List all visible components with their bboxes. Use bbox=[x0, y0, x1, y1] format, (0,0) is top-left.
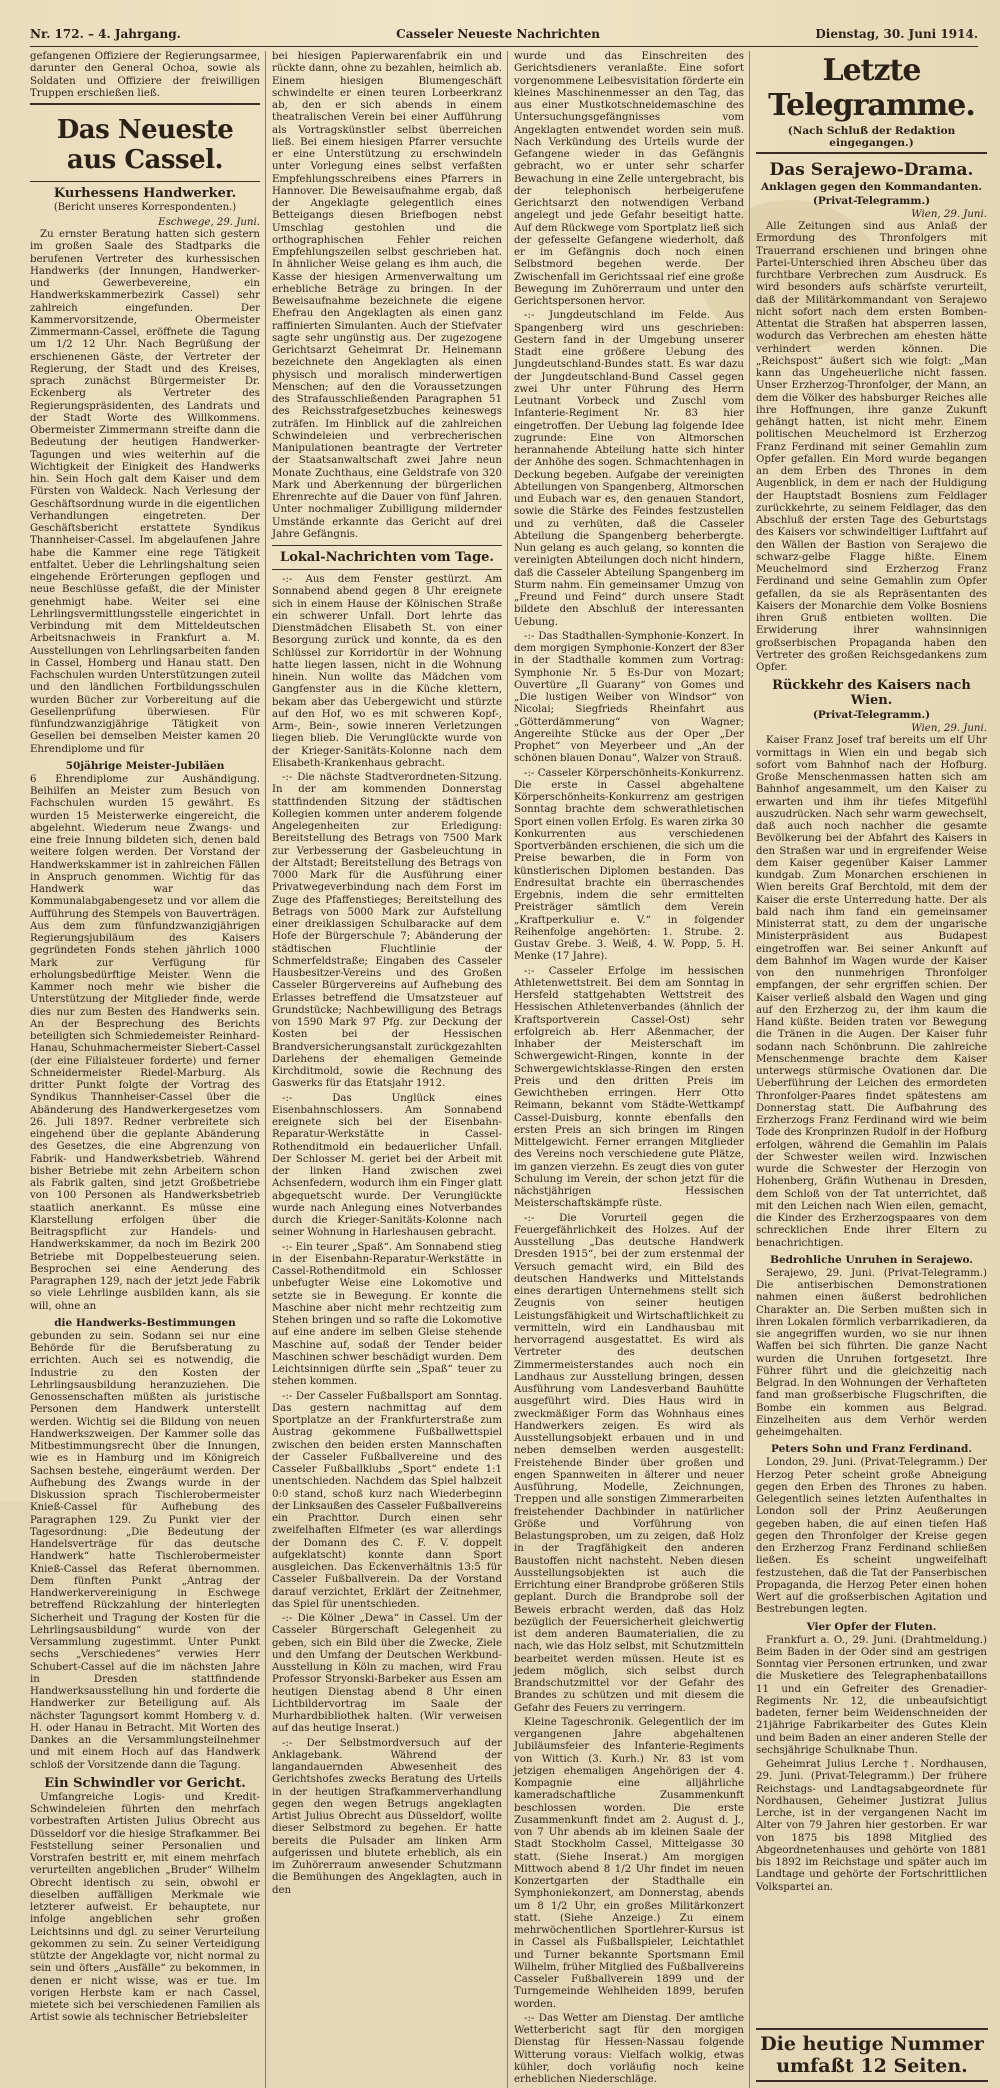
article-subtitle: (Bericht unseres Korrespondenten.) bbox=[53, 202, 237, 213]
news-item: -:- Das Wetter am Dienstag. Der amtliche Wetterbericht sagt für den morgigen Dienstag für Hessen-Nassau folgende Witterung voraus: Vielfach wolkig, etwas kühler, doch vorläufig noch keine erheblichen Niederschläge. bbox=[514, 2012, 744, 2085]
news-item: -:- Die Vorurteil gegen die Feuergefährlichkeit des Holzes. Auf der Ausstellung „Das deutsche Handwerk Dresden 1915“, bei der zum erstenmal der Versuch gemacht wird, ein Bild des deutschen Handwerks und Mittelstands eines derartigen Unternehmens stellt sich Zeugnis von seiner heutigen Leistungsfähigkeit und Wirtschaftlichkeit zu vermitteln, wird ein Landhausbau mit hervorragend ausgestattet. Es wird als Vertreter des deutschen Zimmermeisterstandes auch noch ein Landhaus zur Ausstellung bringen, dessen Ausführung vom Landesverband Bauhütte ausgeführt wird. Dies Haus wird in zweckmäßiger Form das Wohnhaus eines Handwerkers zeigen. Es wird als Ausstellungsobjekt erbauen und in und neben demselben werden ausgestellt: Freistehende Binder über großen und engen Spannweiten in älterer und neuer Ausführung, Modelle, Zeichnungen, Treppen und alle sonstigen Zimmerarbeiten freistehender Dachbinder in natürlicher Größe und Vorführung von Belastungsproben, um zu zeigen, daß Holz in der Tragfähigkeit den anderen Baustoffen nicht nachsteht. Neben diesen Ausstellungsobjekten ist auch die Errichtung einer Brandprobe größeren Stils geplant. Durch die Brandprobe soll der Beweis erbracht werden, daß das Holz bezüglich der Feuersicherheit gleichwertig ist dem anderen Baumaterialien, die zu nach, wie das Holz selbst, mit Schutzmitteln bearbeitet werden müssen. Heute ist es jedem möglich, sich selbst durch Brandschutzmittel vor der Gefahr des Brandes zu schützen und mit diesem die Gefahr des Feuers zu verringern. bbox=[514, 1212, 744, 1714]
divider bbox=[272, 569, 502, 570]
news-item: -:- Die Kölner „Dewa“ in Cassel. Um der Casseler Bürgerschaft Gelegenheit zu geben, sich ein Bild über die Zwecke, Ziele und den Umfang der Deutschen Werkbund-Ausstellung in Köln zu machen, wird Frau Professor Stryonski-Barbeker aus Essen am heutigen Dienstag abend 8 Uhr einen Lichtbildervortrag im Saale der Murhardbibliothek halten. (Wir verweisen auf das heutige Inserat.) bbox=[272, 1613, 502, 1735]
news-item: -:- Die nächste Stadtverordneten-Sitzung. In der am kommenden Donnerstag stattfindenden Sitzung der städtischen Kollegien kommen unter anderem folgende Angelegenheiten zur Erledigung: Bereitstellung des Betrags von 7500 Mark zur Verbesserung der Gasbeleuchtung in der Altstadt; Bereitstellung des Betrags von 7000 Mark für die Ausführung einer Privatwegeverbindung nach dem Forst im Zuge des Pfaffenstieges; Bereitstellung des Betrags von 5000 Mark zur Aufstellung einer dreiklassigen Schulbaracke auf dem Hofe der Bürgerschule 7; Abänderung der städtischen Fluchtlinie der Schmerfeldstraße; Eingaben des Casseler Hausbesitzer-Vereins und des Großen Casseler Bürgervereins auf Aufhebung des Erlasses betreffend die Umsatzsteuer auf Grundstücke; Nachbewilligung des Betrags von 1590 Mark 97 Pfg. zur Deckung der Kosten bei der Hessischen Brandversicherungsanstalt zurückgezahlten Darlehens der ehemaligen Gemeinde Kirchditmold, sowie die Rechnung des Gaswerks für das Etatsjahr 1912. bbox=[272, 772, 502, 1090]
inline-heading: 50jährige Meister-Jubiläen bbox=[65, 759, 225, 772]
intro-paragraph: gefangenen Offiziere der Regierungsarmee, darunter den General Ochoa, sowie als Soldaten und Offiziere der freiwilligen Truppen erschießen ließ. bbox=[30, 51, 260, 99]
column-4 bbox=[756, 51, 992, 2088]
inline-heading: Peters Sohn und Franz Ferdinand. bbox=[770, 1443, 973, 1456]
news-item: -:- Casseler Körperschönheits-Konkurrenz. Die erste in Cassel abgehaltene Körperschönheits-Konkurrenz am gestrigen Sonntag brachte dem schwerathletischen Sport einen vollen Erfolg. Es waren zirka 30 Konkurrenten aus verschiedenen Sportverbänden erschienen, die sich um die Preise bewarben, die in Form von künstlerischen Diplomen bestanden. Das Endresultat brachte ein überraschendes Ergebnis, indem die sehr ermittelten Preisträger sämtlich dem Verein „Kraftperkuliur e. V.“ in folgender Reihenfolge angehörten: 1. Strube. 2. Gustav Grebe. 3. Weiß, 4. W. Popp, 5. H. Menke (17 Jahre). bbox=[514, 767, 744, 963]
news-item: Kleine Tageschronik. Gelegentlich der im vergangenen Jahre abgehaltenen Jubiläumsfeier des Infanterie-Regiments von Wittich (3. Kurh.) Nr. 83 ist vom jetzigen ehemaligen Angehörigen der 4. Kompagnie eine alljährliche kameradschaftliche Zusammenkunft beschlossen worden. Die erste Zusammenkunft findet am 2. August d. J., von 7 Uhr abends ab im kleinen Saale der Stadt Stockholm Cassel, Mittelgasse 30 statt. (Siehe Inserat.) Am morgigen Mittwoch abend 8 1/2 Uhr findet im neuen Konzertgarten der Stadthalle ein Symphoniekonzert, am Donnerstag, abends um 8 1/2 Uhr, ein großes Militärkonzert statt. (Siehe Anzeige.) Zu einem mehrwöchentlichen Sportlehrer-Kursus ist in Cassel als Fußballspieler, Leichtathlet und Turner bekannte Sportsmann Emil Wilhelm, früher Mitglied des Fußballvereins Casseler Fußballverein 1899 und der Turngemeinde Wehlheiden 1899, berufen worden. bbox=[514, 1716, 744, 2010]
section-title-cassel: Das Neueste aus Cassel. bbox=[56, 115, 234, 175]
divider bbox=[272, 545, 502, 546]
article-title-rueckkehr: Rückkehr des Kaisers nach Wien. bbox=[772, 678, 971, 709]
issue-date: Dienstag, 30. Juni 1914. bbox=[815, 27, 978, 41]
page-count-notice: Die heutige Nummer umfaßt 12 Seiten. bbox=[756, 2028, 988, 2082]
article-title-schwindler: Ein Schwindler vor Gericht. bbox=[44, 1775, 246, 1791]
dateline: Eschwege, 29. Juni. bbox=[158, 217, 260, 228]
column-3 bbox=[514, 51, 750, 2088]
columns bbox=[30, 51, 987, 2085]
running-head bbox=[30, 26, 978, 47]
section-subtitle: (Nach Schluß der Redaktion eingegangen.) bbox=[787, 125, 956, 149]
article-paragraph: Zu ernster Beratung hatten sich gestern im großen Saale des Stadtparks die berufenen Vertreter des kurhessischen Handwerks (der Innungen, Handwerker- und Gewerbevereine, ein Handwerkskammerbezirk Cassel) sehr zahlreich eingefunden. Der Kammervorsitzende, Obermeister Zimmermann-Cassel, eröffnete die Tagung um 1/2 12 Uhr. Nach Begrüßung der erschienenen Gäste, der Vertreter der Regierung, der Stadt und des Kreises, sprach zunächst Bürgermeister Dr. Eckenberg als Vertreter des Regierungspräsidenten, des Landrats und der Stadt Worte des Willkommens. Obermeister Zimmermann streifte dann die Bedeutung der heutigen Handwerker-Tagungen und wies weiterhin auf die Wichtigkeit der Einigkeit des Handwerks hin. Sein Hoch galt dem Kaiser und dem Fürsten von Waldeck. Nach Verlesung der Geschäftsordnung wurde in die eigentlichen Verhandlungen eingetreten. Der Geschäftsbericht erstattete Syndikus Thannheiser-Cassel. Im abgelaufenen Jahre habe die Kammer eine rege Tätigkeit entfaltet. Ueber die Lehrlingshaltung seien eingehende Erörterungen gepflogen und neue Beschlüsse gefaßt, die der Minister genehmigt habe. Weiter sei eine Lehrlingsvermittlungsstelle eingerichtet in Verbindung mit dem Mitteldeutschen Arbeitsnachweis in Frankfurt a. M. Ausstellungen von Lehrlingsarbeiten fanden in Cassel, Homberg und Hanau statt. Den Fachschulen wurden Unterstützungen zuteil und den ländlichen Fortbildungsschulen wurden Bücher zur Vorbereitung auf die Gesellenprüfung überwiesen. Für fünfundzwanzigjährige Tätigkeit von Gesellen bei demselben Meister kamen 20 Ehrendiplome und für bbox=[30, 229, 260, 755]
section-title-telegramme: Letzte Telegramme. bbox=[768, 53, 975, 123]
telegram-paragraph: Frankfurt a. O., 29. Juni. (Drahtmeldung.) Beim Baden in der Oder sind am gestrigen Sonntag vier Personen ertrunken, und zwar die Musketiere des Telegraphenbataillons 11 und ein Gefreiter des Grenadier-Regiments Nr. 12, die unbeaufsichtigt badeten, ferner beim Weidenschneiden der 21jährige Fabrikarbeiter des Gutes Klein und beim Baden an einer anderen Stelle der sechsjährige Schulknabe Thun. bbox=[756, 1634, 987, 1756]
article-paragraph: Umfangreiche Logis- und Kredit-Schwindeleien führten den mehrfach vorbestraften Artisten Julius Obrecht aus Düsseldorf vor die hiesige Strafkammer. Bei Feststellung seiner Personalien und Vorstrafen bestritt er, mit einem mehrfach verurteilten angeblichen „Bruder“ Wilhelm Obrecht identisch zu sein, obwohl er dieselben auffälligen Merkmale wie letzterer aufweist. Er behauptete, nur infolge angeblichen sehr großen Leichtsinns und dgl. zu seiner Verurteilung gekommen zu sein. Zu seiner Verteidigung stützte der Angeklagte vor, nicht normal zu sein und öfters „Ausfälle“ zu bekommen, in denen er nicht wisse, was er tue. Im vorigen Herbste kam er nach Cassel, mietete sich bei verschiedenen Familien als Artist sowie als technischer Betriebsleiter bbox=[30, 1791, 260, 2024]
dateline: Wien, 29. Juni. bbox=[911, 209, 987, 220]
divider bbox=[30, 103, 260, 105]
divider bbox=[756, 152, 987, 154]
news-item: -:- Ein teurer „Spaß“. Am Sonnabend stieg in der Eisenbahn-Reparatur-Werkstätte in Cassel-Rothenditmold ein Schlosser unbefugter Weise eine Lokomotive und setzte sie in Bewegung. Er konnte die Maschine aber nicht mehr rechtzeitig zum Stehen bringen und so rafte die Lokomotive auf eine andere im selben Gleise stehende Maschine auf, sodaß der Tender beider Maschinen schwer beschädigt wurden. Dem Leichtsinnigen dürfte sein „Spaß“ teuer zu stehen kommen. bbox=[272, 1241, 502, 1388]
divider bbox=[30, 181, 260, 182]
issue-number: Nr. 172. – 4. Jahrgang. bbox=[30, 27, 181, 41]
inline-heading: Vier Opfer der Fluten. bbox=[806, 1620, 937, 1633]
telegram-paragraph: Geheimrat Julius Lerche †. Nordhausen, 29. Juni. (Privat-Telegramm.) Der frühere Reichstags- und Landtagsabgeordnete für Nordhausen, Geheimer Justizrat Julius Lerche, ist in der vergangenen Nacht im Alter von 79 Jahren hier gestorben. Er war von 1875 bis 1898 Mitglied des Abgeordnetenhauses und gehörte von 1881 bis 1892 im Reichstage und später auch im Landtage und gehörte der Fortschrittlichen Volkspartei an. bbox=[756, 1759, 987, 1893]
news-item: -:- Aus dem Fenster gestürzt. Am Sonnabend abend gegen 8 Uhr ereignete sich in einem Hause der Kölnischen Straße ein schwerer Unfall. Dort lehrte das Dienstmädchen Elisabeth St. von einer Besorgung zurück und konnte, da es den Schlüssel zur Korridortür in der Wohnung hatte liegen lassen, nicht in die Wohnung hinein. Nun wollte das Mädchen vom Gangfenster aus in die Küche klettern, bekam aber das Uebergewicht und stürzte auf den Hof, wo es mit schweren Kopf-, Arm-, Bein-, sowie inneren Verletzungen liegen blieb. Die Verunglückte wurde von der Krieger-Sanitäts-Kolonne nach dem Elisabeth-Krankenhaus gebracht. bbox=[272, 574, 502, 769]
telegram-paragraph: Serajewo, 29. Juni. (Privat-Telegramm.) Die antiserbischen Demonstrationen nahmen einen äußerst bedrohlichen Charakter an. Die Serben mußten sich in ihren Lokalen förmlich verbarrikadieren, da sie angegriffen wurden, wo sie nur ihnen Waffen bei sich führten. Die ganze Nacht wurden die Unruhen fortgesetzt. Ihre Führer führt und die gleichzeitig nach Belgrad. In den Wohnungen der Verhafteten fand man großserbische Flugschriften, die Bombe ein kommen aus Belgrad. Einzelheiten aus dem Verhör werden geheimgehalten. bbox=[756, 1267, 987, 1438]
news-item: -:- Der Casseler Fußballsport am Sonntag. Das gestern nachmittag auf dem Sportplatze an der Frankfurterstraße zum Austrag gekommene Fußballwettspiel zwischen den beiden ersten Mannschaften der Casseler Fußballvereine und des Casseler Fußballklubs „Sport“ endete 1:1 unentschieden. Nachdem das Spiel halbzeit 0:0 stand, schoß kurz nach Wiederbeginn der Linksaußen des Casseler Fußballvereins ein Prachttor. Durch einen sehr zweifelhaften Elfmeter (es war allerdings der Domann des C. F. V. doppelt aufgeklatscht) konnte dann Sport ausgleichen. Das Eckenverhältnis 13:5 für Casseler Fußballverein. Da der Vorstand darauf verzichtet, Erklärt der Zeitnehmer, das Spiel für unentschieden. bbox=[272, 1390, 502, 1610]
column-1 bbox=[30, 51, 266, 2088]
inline-heading: Bedrohliche Unruhen in Serajewo. bbox=[770, 1253, 973, 1266]
section-title-lokal: Lokal-Nachrichten vom Tage. bbox=[280, 550, 494, 565]
telegram-paragraph: Kaiser Franz Josef traf bereits um elf Uhr vormittags in Wien ein und begab sich sofort vom Bahnhof nach der Hofburg. Große Menschenmassen hatten sich am Bahnhof angesammelt, um den Kaiser zu erwarten und ihm ihr tiefes Mitgefühl auszudrücken. Nach sehr warm gewechselt, daß auch noch nachher die gesamte Bevölkerung bei der Abfahrt des Kaisers in den Straßen war und in ergreifender Weise dem Kaiser gegenüber Kaiser Lammer kundgab. Zum Monarchen erschienen in Wien bereits Graf Berchtold, mit dem der Kaiser die erste Unterredung hatte. Der als bald nach ihm fand ein gemeinsamer Ministerrat statt, zu dem der ungarische Ministerpräsident aus Budapest eingetroffen war. Bei seiner Ankunft auf dem Bahnhof im Wagen wurde der Kaiser von den nunmehrigen Thronfolger empfangen, der sehr ergriffen schien. Der Kaiser verließ alsbald den Wagen und ging auf den Erzherzog zu, der ihm kaum die Hand küßte. Beiden traten vor Bewegung die Tränen in die Augen. Der Kaiser fuhr sodann nach Schönbrunn. Die zahlreiche Menschenmenge brachte dem Kaiser unterwegs stürmische Ovationen dar. Die Ueberführung der Leichen des ermordeten Thronfolger-Paares findet spätestens am Donnerstag statt. Die Aufbahrung des Erzherzogs Franz Ferdinand wird wie beim Tode des Kronprinzen Rudolf in der Hofburg erfolgen, während die Gemahlin im Palais der Schwester weilen wird. Inzwischen wurde die Schwester der Herzogin von Hohenberg, Gräfin Wuthenau in Dresden, dem Schloß von der Tat unterrichtet, daß mit den Leichen nach Wien eilen, gemacht, die Kinder des Erzherzogspaares von dem schrecklichen Ende ihrer Eltern zu benachrichtigen. bbox=[756, 735, 987, 1249]
news-item: -:- Das Unglück eines Eisenbahnschlossers. Am Sonnabend ereignete sich bei der Eisenbahn-Reparatur-Werkstätte in Cassel-Rothenditmold ein bedauerlicher Unfall. Der Schlosser M. geriet bei der Arbeit mit der linken Hand zwischen zwei Achsenfedern, wodurch ihm ein Finger glatt abgequetscht wurde. Der Verunglückte wurde nach Anlegung eines Notverbandes durch die Krieger-Sanitäts-Kolonne nach seiner Wohnung in Harleshausen gebracht. bbox=[272, 1092, 502, 1239]
column-2 bbox=[272, 51, 508, 2088]
article-paragraph: bei hiesigen Papierwarenfabrik ein und rückte dann, ohne zu bezahlen, heimlich ab. Einem hiesigen Blumengeschäft schwindelte er einen teuren Lorbeerkranz ab, den er sich abends in einem theatralischen Verein bei einer Aufführung als Vortragskünstler selbst überreichen ließ. Bei einem hiesigen Pfarrer versuchte er eine Unterstützung zu erschwindeln unter Vorlegung eines selbst verfaßten Empfehlungsschreibens eines Pfarrers in Hannover. Die Beweisaufnahme ergab, daß der Angeklagte gelegentlich eines Betteigangs diesen Briefbogen nebst Umschlag gestohlen und die orthographischen Fehler reichen Empfehlungszeilen selbst geschrieben hat. In ähnlicher Weise gelang es ihm auch, die Kasse der hiesigen Armenverwaltung um erhebliche Beträge zu bringen. In der Beweisaufnahme bezeichnete die eigene Ehefrau den Angeklagten als einen ganz raffinierten Simulanten. Auch der Stiefvater sagte sehr ungünstig aus. Der zugezogene Gerichtsarzt Geheimrat Dr. Heinemann bezeichnete den Angeklagten als einen physisch und moralisch minderwertigen Menschen; auf den die Voraussetzungen des Strafausschließenden Paragraphen 51 des Reichsstrafgesetzbuches keineswegs zuträfen. Im Hinblick auf die zahlreichen Schwindeleien und verbrecherischen Manipulationen beantragte der Vertreter der Staatsanwaltschaft zwei Jahre neun Monate Zuchthaus, eine Geldstrafe von 320 Mark und Aberkennung der bürgerlichen Ehrenrechte auf die Dauer von fünf Jahren. Unter nochmaliger Zubilligung mildernder Umstände erkannte das Gericht auf drei Jahre Gefängnis. bbox=[272, 51, 502, 540]
telegram-tag: (Privat-Telegramm.) bbox=[812, 709, 931, 722]
masthead: Casseler Neueste Nachrichten bbox=[396, 27, 600, 41]
news-item: wurde und das Einschreiten des Gerichtsdieners veranlaßte. Eine sofort vorgenommene Leibesvisitation förderte ein kleines Maschinenmesser an den Tag, das aus einer Mustkotschneidemaschine des Untersuchungsgefängnisses vom Angeklagten entwendet worden sein muß. Nach Verkündung des Urteils wurde der Gefangene wieder in das Gefängnis gebracht, wo er unter sehr scharfer Bewachung in eine Zelle untergebracht, bis der telephonisch herbeigerufene Gerichtsarzt den notwendigen Verband angelegt und jede Gefahr beseitigt hatte. Auf dem Rückwege vom Sportplatz ließ sich der gefesselte Gefangene wiederholt, daß er im Gefängnis doch noch einen Selbstmord begehen werde. Der Zwischenfall im Gerichtssaal rief eine große Bewegung im Zuhörerraum und unter den Gerichtspersonen hervor. bbox=[514, 51, 744, 307]
article-paragraph: gebunden zu sein. Sodann sei nur eine Behörde für die Berufsberatung zu errichten. Auch sei es notwendig, die Industrie zu den Kosten der Lehrlingsausbildung heranzuziehen. Die Genossenschaften müßten als juristische Personen dem Handwerk unterstellt werden. Wichtig sei die Bildung von neuen Handwerkszweigen. Der Kammer solle das Mitbestimmungsrecht über die Innungen, wie es in Hamburg und im Königreich Sachsen bestehe, eingeräumt werden. Der Aufhebung des Zwangs wurde in der Diskussion sprach Tischlerobermeister Knieß-Cassel für Aufhebung des Paragraphen 129. Zu Punkt vier der Tagesordnung: „Die Bedeutung der Handelsverträge für das deutsche Handwerk“ hatte Tischlerobermeister Knieß-Cassel das Referat übernommen. Dem fünften Punkt „Antrag der Handwerkervereinigung in Eschwege betreffend Rückzahlung der hinterlegten Sicherheit und Tragung der Kosten für die Lehrlingsausbildung“ wurde von der Versammlung zugestimmt. Unter Punkt sechs „Verschiedenes“ verwies Herr Schubert-Cassel auf die im nächsten Jahre in Dresden stattfindende Handwerksausstellung hin und forderte die Handwerker zur Beteiligung auf. Als nächster Tagungsort kommt Homberg v. d. H. oder Hanau in Betracht. Mit Worten des Dankes an die Versammlungsteilnehmer und mit einem Hoch auf das Handwerk schloß der Vorsitzende dann die Tagung. bbox=[30, 1330, 260, 1771]
news-item: -:- Der Selbstmordversuch auf der Anklagebank. Während der langandauernden Abwesenheit des Gerichtshofes zwecks Beratung des Urteils in der heutigen Strafkammerverhandlung gegen den wegen Betrugs angeklagten Artist Julius Obrecht aus Düsseldorf, wollte dieser Selbstmord zu begehen. Er hatte bereits die Pulsader am linken Arm aufgerissen und blutete erheblich, als ein im Zuhörerraum anwesender Schutzmann die Bemühungen des Angeklagten, auch in den bbox=[272, 1737, 502, 1896]
article-paragraph: 6 Ehrendiplome zur Aushändigung. Beihilfen an Meister zum Besuch von Fachschulen wurden 15 gewährt. Es wurden 15 Meisterwerke eingereicht, die abgelehnt. Wiederum neue Zwangs- und eine freie Innung bildeten sich, denen bald weitere folgen werden. Der Vorstand der Handwerkskammer ist in zahlreichen Fällen in Anspruch genommen. Wichtig für das Handwerk war das Kommunalabgabengesetz und vor allem die Aufführung des Stempels von Bauverträgen. Aus dem zum fünfundzwanzigjährigen Regierungsjubiläum des Kaisers gegründeten Fonds stehen jährlich 1000 Mark zur Verfügung für erholungsbedürftige Meister. Wenn die Kammer noch mehr wie bisher die Unterstützung der Mitglieder finde, werde dies nur zum Besten des Handwerks sein. An der Besprechung des Berichts beteiligten sich Schmiedemeister Reinhard-Hanau, Schuhmachermeister Siebert-Cassel (der eine Filialsteuer forderte) und ferner Schneidermeister Riedel-Marburg. Als dritter Punkt folgte der Vortrag des Syndikus Thannheiser-Cassel über die Abänderung des Handwerkergesetzes vom 26. Juli 1897. Redner verbreitete sich eingehend über die geplante Abänderung des Gesetzes, die eine Abgrenzung von Fabrik- und Handwerksbetrieb. Während bisher Betriebe mit zehn Arbeitern schon als Fabrik galten, sind jetzt Großbetriebe von 100 Personen als Handwerksbetrieb staatlich anerkannt. Es müsse eine Klarstellung erfolgen über die Beitragspflicht zur Handels- und Handwerkskammer, da noch im Bezirk 200 Betriebe mit Doppelbesteuerung seien. Besprochen sei eine Aenderung des Paragraphen 129, nach der jetzt jede Fabrik so viele Lehrlinge ausbilden kann, als sie will, ohne an bbox=[30, 773, 260, 1312]
article-subtitle: Anklagen gegen den Kommandanten. bbox=[761, 181, 982, 193]
news-item: -:- Das Stadthallen-Symphonie-Konzert. In dem morgigen Symphonie-Konzert der 83er in der Stadthalle kommen zum Vortrag: Symphonie Nr. 5 Es-Dur von Mozart; Ouvertüre „Il Guarany“ von Gomes und „Die lustigen Weiber von Windsor“ von Nicolai; Siegfrieds Rheinfahrt aus „Götterdämmerung“ von Wagner; Angereihte Stücke aus der Oper „Der Prophet“ von Meyerbeer und „An der schönen blauen Donau“, Walzer von Strauß. bbox=[514, 630, 744, 765]
telegram-paragraph: Alle Zeitungen sind aus Anlaß der Ermordung des Thronfolgers mit Trauerrand erschienen und bringen ohne Partei-Unterschied ihren Abscheu über das furchtbare Verbrechen zum Ausdruck. Es wird besonders aufs schärfste verurteilt, daß der Militärkommandant von Serajewo nicht sofort nach dem ersten Bomben-Attentat die Straßen hat absperren lassen, wodurch das Verbrechen am ehesten hätte verhindert werden können. Die „Reichspost“ äußert sich wie folgt: „Man kann das Ungeheuerliche nicht fassen. Unser Erzherzog-Thronfolger, der Mann, an dem die Völker des habsburger Reiches alle ihre Hoffnungen, ihre ganze Zukunft gehängt hatten, ist nicht mehr. Einem politischen Meuchelmord ist Erzherzog Franz Ferdinand mit seiner Gemahlin zum Opfer gefallen. Ein Mord wurde begangen an dem Erben des Thrones in dem Augenblick, in dem er nach der Huldigung der Hauptstadt Bosniens zum Feldlager zurückkehrte, zu seinem Feldlager, das den Abschluß der ersten Tage des Geburtstags des Kaisers vor schwindeltiger Luftfahrt auf den Wällen der Bastion von Serajewo die schwarz-gelbe Flagge hißte. Einem Meuchelmord sind Erzherzog Franz Ferdinand und seine Gemahlin zum Opfer gefallen, da sie als Repräsentanten des Kaisers der Monarchie dem Volke Bosniens ihren Gruß entbieten wollten. Die Erwiderung ihrer wahnsinnigen großserbischen Propaganda haben den Vertreter des großen Reichsgedankens zum Opfer. bbox=[756, 221, 987, 673]
news-item: -:- Jungdeutschland im Felde. Aus Spangenberg wird uns geschrieben: Gestern fand in der Umgebung unserer Stadt eine größere Uebung des Jungdeutschland-Bundes statt. Es war dazu der Jungdeutschland-Bund Cassel gegen zwei Uhr unter Führung des Herrn Leutnant Vorbeck und Zuschl vom Infanterie-Regiment Nr. 83 hier eingetroffen. Der Uebung lag folgende Idee zugrunde: Eine von Altmorschen herannahende Abteilung hatte sich hinter der Anhöhe des sogen. Schmachtenhagen in Deckung begeben. Aufgabe der vereinigten Abteilungen von Spangenberg, Altmorschen und Eubach war es, den genauen Standort, sowie die Stärke des Feindes festzustellen und zu verhüten, daß die Casseler Abteilung die Spangenberg beherbergte. Nun gelang es auch gelang, so konnten die vereinigten Abteilungen doch nicht hindern, daß die Casseler Abteilung Spangenberg im Sturm nahm. Ein gemeinsamer Umzug von „Freund und Feind“ durch unsere Stadt bildete den Abschluß der interessanten Uebung. bbox=[514, 310, 744, 628]
telegram-paragraph: London, 29. Juni. (Privat-Telegramm.) Der Herzog Peter scheint große Abneigung gegen den Erben des Thrones zu haben. Gelegentlich seines letzten Aufenthaltes in London soll der Prinz Aeußerungen gegeben haben, die auf einen tiefen Haß gegen den Thronfolger der Kreise gegen den Erzherzog Franz Ferdinand schließen ließen. Es scheint ungweifelhaft festzustehen, daß die Tat der Panserbischen Propaganda, die Herzog Peter einen hohen Wert auf die großserbischen Agitation und Bestrebungen legten. bbox=[756, 1457, 987, 1616]
telegram-tag: (Privat-Telegramm.) bbox=[812, 195, 931, 207]
news-item: -:- Casseler Erfolge im hessischen Athletenwettstreit. Bei dem am Sonntag in Hersfeld stattgehabten Wettstreit des Hessischen Athletenverbandes (ähnlich der Kraftsportverein Cassel-Ost) sehr erfolgreich ab. Herr Aßenmacher, der Inhaber der Meisterschaft im Schwergewicht-Ringen, konnte in der Schwergewichtsklasse-Ringen den ersten Preis und den dritten Preis im Gewichtheben erringen. Herr Otto Reimann, bekannt vom Städte-Wettkampf Cassel-Duisburg, konnte ebenfalls den ersten Preis an sich bringen im Ringen Mittelgewicht. Ferner errangen Mitglieder des Vereins noch verschiedene gute Plätze, im ganzen vierzehn. Es zeugt dies von guter Schulung im Verein, der schon jetzt für die nächstjährigen Hessischen Meisterschaftskämpfe rüste. bbox=[514, 965, 744, 1210]
article-title-serajewo: Das Serajewo-Drama. bbox=[769, 160, 974, 180]
article-title-handwerker: Kurhessens Handwerker. bbox=[53, 186, 237, 201]
dateline: Wien, 29. Juni. bbox=[911, 723, 987, 735]
inline-heading: die Handwerks-Bestimmungen bbox=[54, 1316, 236, 1329]
